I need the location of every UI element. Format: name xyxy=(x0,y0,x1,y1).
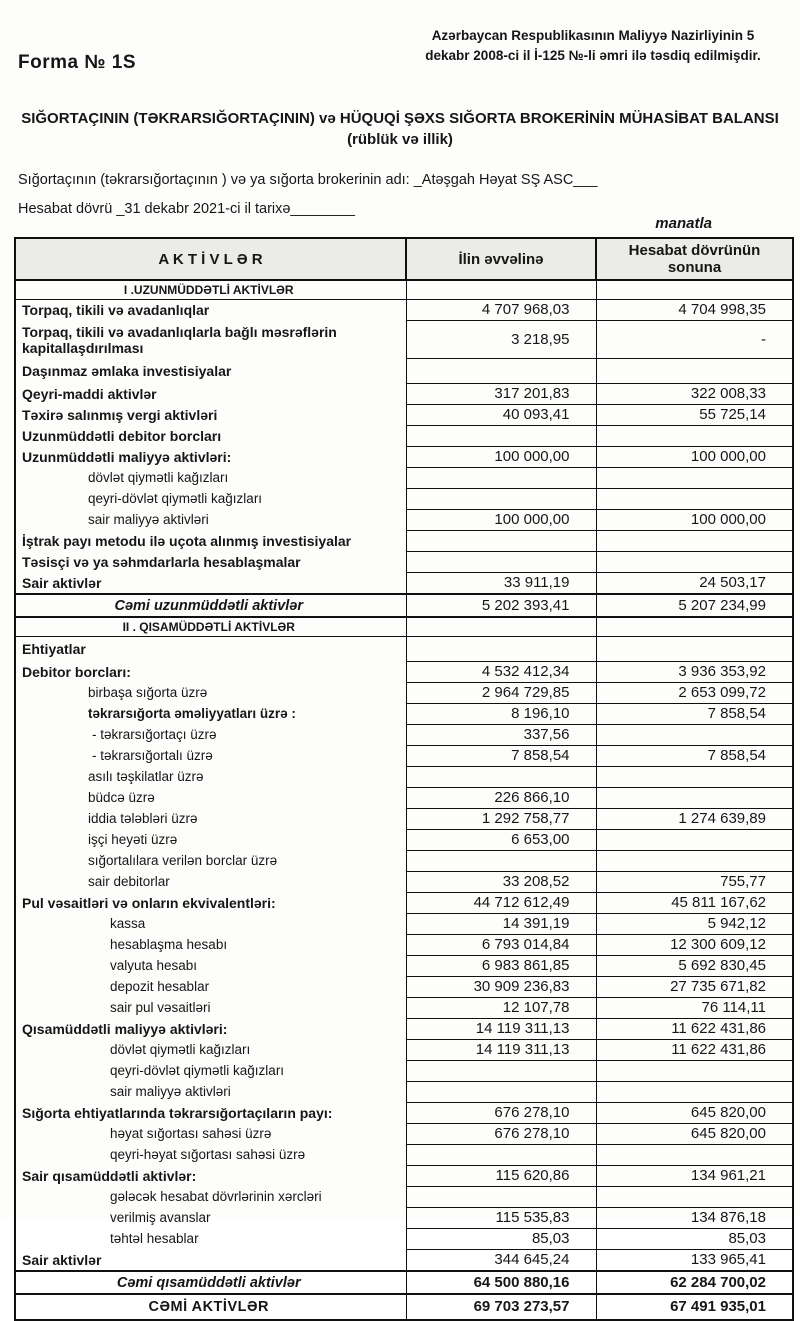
table-row xyxy=(15,1229,793,1250)
value-start xyxy=(406,617,596,637)
value-start: 14 119 311,13 xyxy=(406,1040,596,1061)
table-row xyxy=(15,1166,793,1187)
row-label: Sığorta ehtiyatlarında təkrarsığortaçıların payı: xyxy=(15,1103,406,1124)
row-label: hesablaşma hesabı xyxy=(15,935,406,956)
value-end: 645 820,00 xyxy=(596,1103,793,1124)
row-label: Uzunmüddətli debitor borcları xyxy=(15,426,406,447)
value-start xyxy=(406,851,596,872)
row-label: asılı təşkilatlar üzrə xyxy=(15,767,406,788)
table-row xyxy=(15,893,793,914)
table-row xyxy=(15,1124,793,1145)
value-start: 4 532 412,34 xyxy=(406,662,596,683)
value-start: 317 201,83 xyxy=(406,384,596,405)
row-label: Cəmi uzunmüddətli aktivlər xyxy=(15,594,406,617)
value-start: 337,56 xyxy=(406,725,596,746)
value-start xyxy=(406,1187,596,1208)
table-row xyxy=(15,1145,793,1166)
row-label: verilmiş avanslar xyxy=(15,1208,406,1229)
table-row xyxy=(15,510,793,531)
value-start xyxy=(406,359,596,384)
value-end xyxy=(596,637,793,662)
table-row xyxy=(15,405,793,426)
value-end xyxy=(596,725,793,746)
value-start: 30 909 236,83 xyxy=(406,977,596,998)
row-label: Ehtiyatlar xyxy=(15,637,406,662)
table-row xyxy=(15,300,793,321)
value-end: - xyxy=(596,321,793,359)
value-start xyxy=(406,637,596,662)
value-end: 24 503,17 xyxy=(596,573,793,595)
table-row xyxy=(15,935,793,956)
row-label: Cəmi qısamüddətli aktivlər xyxy=(15,1271,406,1294)
approval-note-line2: dekabr 2008-ci il İ-125 №-li əmri ilə təsdiq edilmişdir. xyxy=(425,48,761,63)
value-end: 645 820,00 xyxy=(596,1124,793,1145)
value-end xyxy=(596,788,793,809)
table-row xyxy=(15,280,793,300)
row-label: qeyri-dövlət qiymətli kağızları xyxy=(15,489,406,510)
table-row xyxy=(15,1250,793,1272)
table-row xyxy=(15,851,793,872)
value-start: 14 391,19 xyxy=(406,914,596,935)
table-row xyxy=(15,662,793,683)
value-start: 14 119 311,13 xyxy=(406,1019,596,1040)
table-row xyxy=(15,637,793,662)
value-end: 1 274 639,89 xyxy=(596,809,793,830)
table-row xyxy=(15,1082,793,1103)
value-start xyxy=(406,552,596,573)
table-row xyxy=(15,573,793,595)
approval-note-line1: Azərbaycan Respublikasının Maliyyə Nazirliyinin 5 xyxy=(431,28,755,43)
value-end: 134 961,21 xyxy=(596,1166,793,1187)
value-end: 85,03 xyxy=(596,1229,793,1250)
value-start: 6 653,00 xyxy=(406,830,596,851)
table-header-assets: A K T İ V L Ə R xyxy=(15,238,406,280)
value-start: 3 218,95 xyxy=(406,321,596,359)
value-start: 100 000,00 xyxy=(406,510,596,531)
table-row xyxy=(15,683,793,704)
value-start xyxy=(406,468,596,489)
value-start xyxy=(406,280,596,300)
value-end: 133 965,41 xyxy=(596,1250,793,1272)
value-start: 33 208,52 xyxy=(406,872,596,893)
value-end: 45 811 167,62 xyxy=(596,893,793,914)
row-label: dövlət qiymətli kağızları xyxy=(15,468,406,489)
value-end xyxy=(596,767,793,788)
value-start: 44 712 612,49 xyxy=(406,893,596,914)
row-label: II . QISAMÜDDƏTLİ AKTİVLƏR xyxy=(15,617,406,637)
row-label: valyuta hesabı xyxy=(15,956,406,977)
value-start: 33 911,19 xyxy=(406,573,596,595)
row-label: sığortalılara verilən borclar üzrə xyxy=(15,851,406,872)
value-end xyxy=(596,1061,793,1082)
value-start xyxy=(406,426,596,447)
table-row xyxy=(15,359,793,384)
row-label: Torpaq, tikili və avadanlıqlarla bağlı məsrəflərin kapitallaşdırılması xyxy=(15,321,406,359)
insurer-name-line: Sığortaçının (təkrarsığortaçının ) və ya sığorta brokerinin adı: _Atəşgah Həyat SŞ ASC___ xyxy=(18,172,598,188)
row-label: birbaşa sığorta üzrə xyxy=(15,683,406,704)
table-row xyxy=(15,956,793,977)
balance-table-body xyxy=(15,280,793,1320)
form-title: SIĞORTAÇININ (TƏKRARSIĞORTAÇININ) və HÜQUQİ ŞƏXS SIĞORTA BROKERİNİN MÜHASİBAT BALANSI (rüblük və illik) xyxy=(21,110,779,148)
value-start: 2 964 729,85 xyxy=(406,683,596,704)
currency-note: manatla xyxy=(655,215,712,232)
table-row xyxy=(15,1040,793,1061)
row-label: Sair aktivlər xyxy=(15,1250,406,1272)
row-label: Torpaq, tikili və avadanlıqlar xyxy=(15,300,406,321)
form-number: Forma № 1S xyxy=(18,52,137,73)
row-label: işçi heyəti üzrə xyxy=(15,830,406,851)
value-start xyxy=(406,767,596,788)
approval-note xyxy=(412,26,774,66)
value-end: 2 653 099,72 xyxy=(596,683,793,704)
table-row xyxy=(15,489,793,510)
row-label: büdcə üzrə xyxy=(15,788,406,809)
value-end xyxy=(596,468,793,489)
value-end: 12 300 609,12 xyxy=(596,935,793,956)
value-start: 4 707 968,03 xyxy=(406,300,596,321)
value-end xyxy=(596,426,793,447)
table-row xyxy=(15,531,793,552)
row-label: Debitor borcları: xyxy=(15,662,406,683)
row-label: sair debitorlar xyxy=(15,872,406,893)
value-end: 7 858,54 xyxy=(596,704,793,725)
value-start xyxy=(406,531,596,552)
value-end: 4 704 998,35 xyxy=(596,300,793,321)
value-start: 676 278,10 xyxy=(406,1103,596,1124)
table-row xyxy=(15,977,793,998)
value-start: 6 793 014,84 xyxy=(406,935,596,956)
value-end: 100 000,00 xyxy=(596,447,793,468)
value-start: 7 858,54 xyxy=(406,746,596,767)
value-start xyxy=(406,489,596,510)
row-label: həyat sığortası sahəsi üzrə xyxy=(15,1124,406,1145)
row-label: təkrarsığorta əməliyyatları üzrə : xyxy=(15,704,406,725)
table-row xyxy=(15,998,793,1019)
value-end: 76 114,11 xyxy=(596,998,793,1019)
row-label: I .UZUNMÜDDƏTLİ AKTİVLƏR xyxy=(15,280,406,300)
value-start: 226 866,10 xyxy=(406,788,596,809)
row-label: Təxirə salınmış vergi aktivləri xyxy=(15,405,406,426)
value-start: 69 703 273,57 xyxy=(406,1294,596,1320)
table-header-row xyxy=(15,238,793,280)
table-row xyxy=(15,552,793,573)
row-label: Sair aktivlər xyxy=(15,573,406,595)
table-row xyxy=(15,1061,793,1082)
value-start xyxy=(406,1061,596,1082)
table-row xyxy=(15,914,793,935)
row-label: Daşınmaz əmlaka investisiyalar xyxy=(15,359,406,384)
row-label: təhtəl hesablar xyxy=(15,1229,406,1250)
table-row xyxy=(15,1271,793,1294)
table-row xyxy=(15,1208,793,1229)
table-row xyxy=(15,447,793,468)
row-label: Qısamüddətli maliyyə aktivləri: xyxy=(15,1019,406,1040)
table-row xyxy=(15,1019,793,1040)
table-row xyxy=(15,767,793,788)
row-label: Sair qısamüddətli aktivlər: xyxy=(15,1166,406,1187)
value-start xyxy=(406,1145,596,1166)
value-end xyxy=(596,359,793,384)
table-row xyxy=(15,809,793,830)
table-row xyxy=(15,746,793,767)
value-start: 5 202 393,41 xyxy=(406,594,596,617)
table-row xyxy=(15,872,793,893)
value-start: 12 107,78 xyxy=(406,998,596,1019)
value-end xyxy=(596,552,793,573)
row-label: Uzunmüddətli maliyyə aktivləri: xyxy=(15,447,406,468)
value-start: 6 983 861,85 xyxy=(406,956,596,977)
table-row xyxy=(15,1294,793,1320)
value-end: 5 942,12 xyxy=(596,914,793,935)
value-end xyxy=(596,851,793,872)
value-end xyxy=(596,531,793,552)
row-label: depozit hesablar xyxy=(15,977,406,998)
value-start: 115 535,83 xyxy=(406,1208,596,1229)
value-start: 8 196,10 xyxy=(406,704,596,725)
value-start: 64 500 880,16 xyxy=(406,1271,596,1294)
row-label: iddia tələbləri üzrə xyxy=(15,809,406,830)
value-end: 62 284 700,02 xyxy=(596,1271,793,1294)
value-start: 85,03 xyxy=(406,1229,596,1250)
table-row xyxy=(15,788,793,809)
table-row xyxy=(15,704,793,725)
row-label: - təkrarsığortalı üzrə xyxy=(15,746,406,767)
value-start: 40 093,41 xyxy=(406,405,596,426)
table-row xyxy=(15,617,793,637)
table-row xyxy=(15,830,793,851)
value-end: 3 936 353,92 xyxy=(596,662,793,683)
row-label: Təsisçi və ya səhmdarlarla hesablaşmalar xyxy=(15,552,406,573)
table-row xyxy=(15,594,793,617)
value-end: 322 008,33 xyxy=(596,384,793,405)
table-row xyxy=(15,384,793,405)
value-end: 100 000,00 xyxy=(596,510,793,531)
value-end xyxy=(596,280,793,300)
value-end xyxy=(596,617,793,637)
value-start: 1 292 758,77 xyxy=(406,809,596,830)
row-label: gələcək hesabat dövrlərinin xərcləri xyxy=(15,1187,406,1208)
reporting-period-line: Hesabat dövrü _31 dekabr 2021-ci il tarixə________ xyxy=(18,201,355,217)
table-header-end: Hesabat dövrünün sonuna xyxy=(596,238,793,280)
table-row xyxy=(15,426,793,447)
row-label: sair maliyyə aktivləri xyxy=(15,1082,406,1103)
row-label: İştrak payı metodu ilə uçota alınmış investisiyalar xyxy=(15,531,406,552)
value-end xyxy=(596,1187,793,1208)
table-header-start: İlin əvvəlinə xyxy=(406,238,596,280)
balance-table xyxy=(14,237,794,1321)
row-label: - təkrarsığortaçı üzrə xyxy=(15,725,406,746)
value-start: 676 278,10 xyxy=(406,1124,596,1145)
row-label: dövlət qiymətli kağızları xyxy=(15,1040,406,1061)
value-end xyxy=(596,1082,793,1103)
value-end xyxy=(596,1145,793,1166)
value-start: 344 645,24 xyxy=(406,1250,596,1272)
value-end: 7 858,54 xyxy=(596,746,793,767)
table-row xyxy=(15,1187,793,1208)
value-end: 11 622 431,86 xyxy=(596,1019,793,1040)
row-label: qeyri-dövlət qiymətli kağızları xyxy=(15,1061,406,1082)
value-end: 27 735 671,82 xyxy=(596,977,793,998)
value-end xyxy=(596,489,793,510)
table-row xyxy=(15,321,793,359)
row-label: sair maliyyə aktivləri xyxy=(15,510,406,531)
row-label: kassa xyxy=(15,914,406,935)
table-row xyxy=(15,725,793,746)
value-end: 5 207 234,99 xyxy=(596,594,793,617)
value-end: 755,77 xyxy=(596,872,793,893)
row-label: qeyri-həyat sığortası sahəsi üzrə xyxy=(15,1145,406,1166)
value-end: 5 692 830,45 xyxy=(596,956,793,977)
value-start xyxy=(406,1082,596,1103)
row-label: sair pul vəsaitləri xyxy=(15,998,406,1019)
table-row xyxy=(15,1103,793,1124)
value-start: 100 000,00 xyxy=(406,447,596,468)
row-label: Qeyri-maddi aktivlər xyxy=(15,384,406,405)
value-end: 11 622 431,86 xyxy=(596,1040,793,1061)
value-start: 115 620,86 xyxy=(406,1166,596,1187)
value-end: 67 491 935,01 xyxy=(596,1294,793,1320)
table-row xyxy=(15,468,793,489)
row-label: CƏMİ AKTİVLƏR xyxy=(15,1294,406,1320)
value-end: 134 876,18 xyxy=(596,1208,793,1229)
value-end xyxy=(596,830,793,851)
value-end: 55 725,14 xyxy=(596,405,793,426)
row-label: Pul vəsaitləri və onların ekvivalentləri: xyxy=(15,893,406,914)
